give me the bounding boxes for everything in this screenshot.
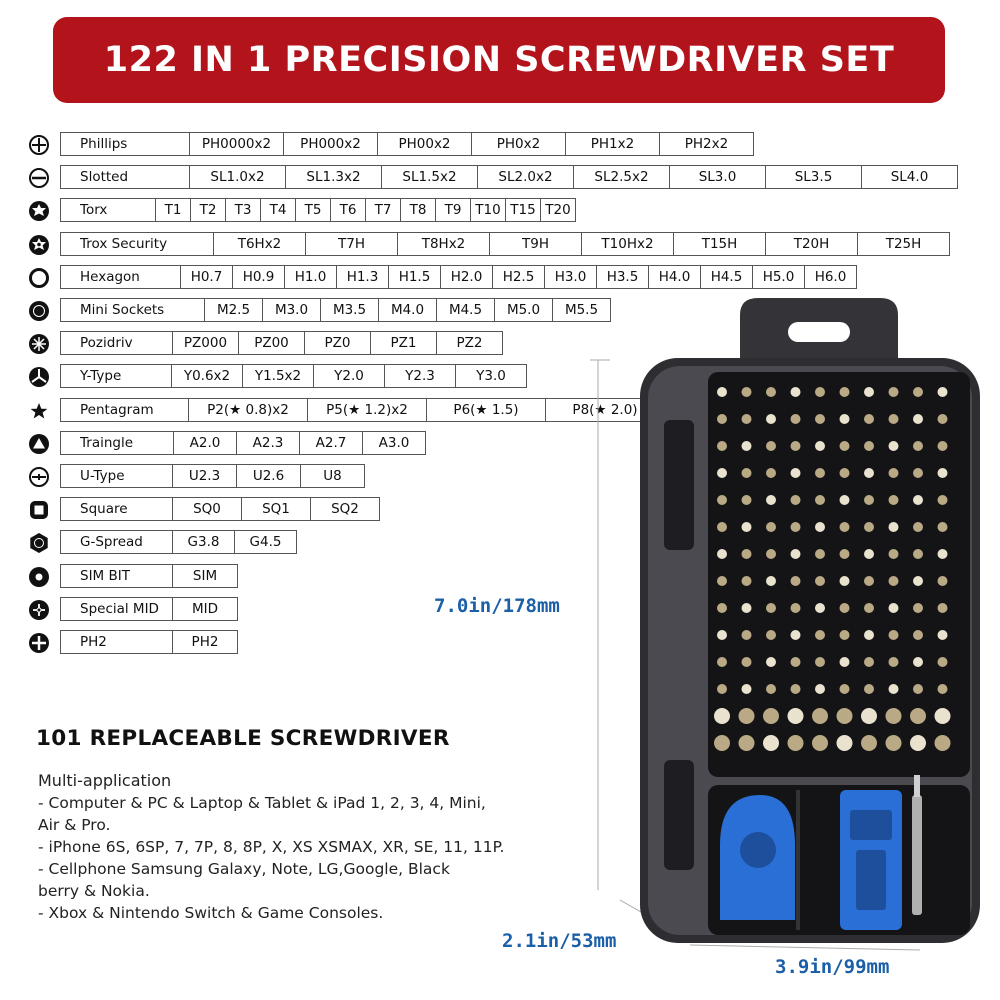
bit-slot	[791, 495, 801, 505]
bit-type-name: Torx	[60, 198, 156, 222]
bit-slot	[714, 708, 730, 724]
bit-slot	[766, 630, 776, 640]
bit-slot	[889, 576, 899, 586]
bit-slot	[742, 387, 752, 397]
bit-size-cell: H5.0	[752, 265, 805, 289]
u-type-icon	[28, 466, 50, 488]
bit-slot	[864, 522, 874, 532]
bit-slot	[766, 468, 776, 478]
bit-size-cell: H1.0	[284, 265, 337, 289]
bit-size-cell: T4	[260, 198, 296, 222]
bit-slot	[840, 657, 850, 667]
bit-size-cell: A2.3	[236, 431, 300, 455]
bit-slot	[886, 735, 902, 751]
bit-size-cells	[60, 597, 238, 621]
bit-slot	[717, 522, 727, 532]
bit-slot	[861, 708, 877, 724]
bit-size-cell: M2.5	[204, 298, 263, 322]
bit-size-cell: Y1.5x2	[242, 364, 314, 388]
bit-size-cells	[60, 265, 857, 289]
bit-slot	[889, 414, 899, 424]
bit-size-cell: A2.0	[173, 431, 237, 455]
bit-slot	[717, 630, 727, 640]
bit-slot	[938, 414, 948, 424]
bit-size-cell: M5.0	[494, 298, 553, 322]
bit-slot	[742, 522, 752, 532]
bit-size-cell: A2.7	[299, 431, 363, 455]
bit-slot	[742, 576, 752, 586]
bit-slot	[815, 576, 825, 586]
bit-size-cell: SIM	[172, 564, 238, 588]
bit-size-cell: H3.0	[544, 265, 597, 289]
bit-size-cells	[60, 530, 297, 554]
bit-size-cell: T2	[190, 198, 226, 222]
bit-size-cell: H4.5	[700, 265, 753, 289]
bit-slot	[788, 708, 804, 724]
phillips-icon	[28, 134, 50, 156]
bit-slot	[742, 630, 752, 640]
bit-size-cell: PH000x2	[283, 132, 378, 156]
bit-slot	[788, 735, 804, 751]
bit-slot	[766, 657, 776, 667]
bit-size-cell: H1.3	[336, 265, 389, 289]
bit-slot	[913, 630, 923, 640]
bit-size-cell: P8(★ 2.0)	[545, 398, 665, 422]
bit-size-cell: U8	[300, 464, 365, 488]
bit-type-name: Pozidriv	[60, 331, 173, 355]
bit-size-cell: M5.5	[552, 298, 611, 322]
bit-slot	[766, 549, 776, 559]
bit-slot	[791, 441, 801, 451]
bit-slot	[889, 657, 899, 667]
bit-slot	[935, 708, 951, 724]
bit-slot	[815, 684, 825, 694]
bit-slot	[864, 630, 874, 640]
bit-slot	[864, 549, 874, 559]
bit-slot	[913, 576, 923, 586]
bit-slot	[938, 576, 948, 586]
bit-slot	[717, 441, 727, 451]
bit-size-cell: SQ0	[172, 497, 242, 521]
bit-type-name: Phillips	[60, 132, 190, 156]
bit-slot	[864, 495, 874, 505]
bit-slot	[840, 387, 850, 397]
bit-size-cell: U2.3	[172, 464, 237, 488]
bit-slot	[815, 549, 825, 559]
bit-slot	[766, 441, 776, 451]
bit-slot	[815, 495, 825, 505]
bit-size-cell: T5	[295, 198, 331, 222]
bit-slot	[889, 468, 899, 478]
bit-size-cell: PH0000x2	[189, 132, 284, 156]
bit-type-name: Y-Type	[60, 364, 172, 388]
bit-size-cells	[60, 464, 365, 488]
bit-slot	[935, 735, 951, 751]
bit-slot	[913, 495, 923, 505]
bit-slot	[840, 576, 850, 586]
application-item: Air & Pro.	[38, 816, 111, 834]
bit-slot	[837, 708, 853, 724]
bit-size-cell: Y2.3	[384, 364, 456, 388]
bit-slot	[840, 630, 850, 640]
bit-slot	[812, 708, 828, 724]
bit-size-cells	[60, 431, 426, 455]
bit-type-name: Pentagram	[60, 398, 189, 422]
bit-slot	[766, 576, 776, 586]
bit-size-cell: T20H	[765, 232, 858, 256]
bit-size-cell: PH2	[172, 630, 238, 654]
bit-size-cell: H2.5	[492, 265, 545, 289]
bit-type-name: Slotted	[60, 165, 190, 189]
application-item: - iPhone 6S, 6SP, 7, 7P, 8, 8P, X, XS XSMAX, XR, SE, 11, 11P.	[38, 838, 505, 856]
bit-size-cell: MID	[172, 597, 238, 621]
bit-slot	[742, 441, 752, 451]
bit-slot	[717, 549, 727, 559]
bit-slot	[913, 414, 923, 424]
page-title: 122 IN 1 PRECISION SCREWDRIVER SET	[103, 40, 895, 80]
bit-size-cells	[60, 398, 665, 422]
bit-slot	[717, 468, 727, 478]
bit-slot	[913, 657, 923, 667]
bit-slot	[889, 603, 899, 613]
ph2-icon	[28, 632, 50, 654]
bit-size-cells	[60, 198, 576, 222]
bit-slot	[791, 657, 801, 667]
bit-slot	[766, 603, 776, 613]
bit-slot	[938, 495, 948, 505]
bit-slot	[840, 495, 850, 505]
bit-type-name: U-Type	[60, 464, 173, 488]
bit-size-cell: SL1.3x2	[285, 165, 382, 189]
bit-type-name: Special MID	[60, 597, 173, 621]
bit-slot	[763, 735, 779, 751]
bit-slot	[815, 630, 825, 640]
bit-slot	[791, 414, 801, 424]
bit-slot	[717, 576, 727, 586]
bit-size-cell: T9	[435, 198, 471, 222]
bit-size-cell: PZ00	[238, 331, 305, 355]
bit-size-cell: T8	[400, 198, 436, 222]
bit-slot	[717, 684, 727, 694]
bit-slot	[938, 603, 948, 613]
bit-size-cell: SL3.0	[669, 165, 766, 189]
bit-slot	[791, 603, 801, 613]
bit-slot	[913, 603, 923, 613]
bit-slot	[791, 630, 801, 640]
bit-size-cell: PZ1	[370, 331, 437, 355]
bit-size-cell: A3.0	[362, 431, 426, 455]
bit-size-cell: T25H	[857, 232, 950, 256]
bit-size-cell: T7	[365, 198, 401, 222]
bit-size-cells	[60, 232, 950, 256]
bit-size-cell: PZ2	[436, 331, 503, 355]
bit-size-cell: T15H	[673, 232, 766, 256]
bit-size-cell: M4.0	[378, 298, 437, 322]
bit-slot	[889, 549, 899, 559]
application-item: - Cellphone Samsung Galaxy, Note, LG,Google, Black	[38, 860, 450, 878]
depth-dimension: 2.1in/53mm	[502, 930, 617, 952]
bit-type-name: G-Spread	[60, 530, 173, 554]
bit-slot	[938, 387, 948, 397]
bit-slot	[815, 414, 825, 424]
bit-slot	[913, 549, 923, 559]
pentagram-icon	[28, 400, 50, 422]
bit-slot	[766, 414, 776, 424]
y-type-icon	[28, 366, 50, 388]
bit-size-cells	[60, 331, 503, 355]
bit-slot	[717, 603, 727, 613]
bit-slot	[717, 414, 727, 424]
bit-slot	[791, 549, 801, 559]
screwdriver-case-image	[590, 290, 990, 980]
bit-size-cell: PZ000	[172, 331, 239, 355]
bit-slot	[717, 387, 727, 397]
bit-size-cell: M3.5	[320, 298, 379, 322]
bit-slot	[791, 522, 801, 532]
bit-slot	[886, 708, 902, 724]
bit-size-cell: M4.5	[436, 298, 495, 322]
bit-size-cells	[60, 298, 611, 322]
bit-slot	[864, 657, 874, 667]
slotted-icon	[28, 167, 50, 189]
bit-slot	[889, 495, 899, 505]
bit-slot	[742, 657, 752, 667]
bit-slot	[739, 708, 755, 724]
application-item: - Computer & PC & Laptop & Tablet & iPad 1, 2, 3, 4, Mini,	[38, 794, 486, 812]
bit-slot	[840, 468, 850, 478]
bit-slot	[742, 468, 752, 478]
bit-slot	[910, 735, 926, 751]
bit-size-cell: SL2.0x2	[477, 165, 574, 189]
sim-bit-icon	[28, 566, 50, 588]
bit-size-cell: T6Hx2	[213, 232, 306, 256]
application-list	[38, 770, 598, 924]
bit-type-name: Mini Sockets	[60, 298, 205, 322]
bit-slot	[742, 549, 752, 559]
bit-size-cell: SL4.0	[861, 165, 958, 189]
bit-size-cell: T15	[505, 198, 541, 222]
bit-slot	[864, 441, 874, 451]
bit-size-cell: SQ2	[310, 497, 380, 521]
bit-slot	[938, 468, 948, 478]
torx-security-icon	[28, 234, 50, 256]
bit-slot	[837, 735, 853, 751]
pozidriv-icon	[28, 333, 50, 355]
bit-slot	[815, 522, 825, 532]
bit-slot	[815, 441, 825, 451]
bit-slot	[791, 387, 801, 397]
bit-size-cell: SL1.5x2	[381, 165, 478, 189]
bit-size-cell: H2.0	[440, 265, 493, 289]
bit-slot	[889, 684, 899, 694]
bit-slot	[739, 735, 755, 751]
bit-slot	[889, 522, 899, 532]
bit-type-name: SIM BIT	[60, 564, 173, 588]
g-spread-icon	[28, 532, 50, 554]
bit-slot	[840, 414, 850, 424]
torx-icon	[28, 200, 50, 222]
hexagon-icon	[28, 267, 50, 289]
bit-slot	[864, 387, 874, 397]
bit-type-name: Traingle	[60, 431, 174, 455]
bit-slot	[889, 630, 899, 640]
bit-slot	[840, 549, 850, 559]
bit-size-cell: Y0.6x2	[171, 364, 243, 388]
bit-slot	[742, 414, 752, 424]
bit-size-cell: H4.0	[648, 265, 701, 289]
bit-slot	[766, 387, 776, 397]
bit-slot	[913, 684, 923, 694]
bit-slot	[840, 441, 850, 451]
bit-size-cell: P5(★ 1.2)x2	[307, 398, 427, 422]
bit-slot	[864, 576, 874, 586]
bit-slot	[766, 495, 776, 505]
bit-size-cell: H0.9	[232, 265, 285, 289]
bit-slot	[913, 387, 923, 397]
bit-size-cell: SQ1	[241, 497, 311, 521]
bit-slot	[815, 468, 825, 478]
bit-slot	[938, 441, 948, 451]
bit-size-cell: PZ0	[304, 331, 371, 355]
bit-type-name: Square	[60, 497, 173, 521]
bit-slot	[861, 735, 877, 751]
bit-size-cell: M3.0	[262, 298, 321, 322]
bit-slot	[742, 684, 752, 694]
bit-slot	[840, 603, 850, 613]
bit-size-cell: H1.5	[388, 265, 441, 289]
bit-size-cell: PH00x2	[377, 132, 472, 156]
bit-size-cell: T8Hx2	[397, 232, 490, 256]
bit-slot	[889, 441, 899, 451]
bit-slot	[791, 684, 801, 694]
bit-size-cell: T10Hx2	[581, 232, 674, 256]
bit-slot	[938, 684, 948, 694]
bit-slot	[864, 414, 874, 424]
application-item: berry & Nokia.	[38, 882, 150, 900]
bit-slot	[717, 657, 727, 667]
bit-type-name: Trox Security	[60, 232, 214, 256]
bit-size-cell: Y3.0	[455, 364, 527, 388]
bit-slot	[913, 441, 923, 451]
bit-slot	[815, 657, 825, 667]
bit-slot	[840, 522, 850, 532]
bit-size-cells	[60, 564, 238, 588]
bit-type-name: PH2	[60, 630, 173, 654]
bit-size-cells	[60, 497, 380, 521]
square-icon	[28, 499, 50, 521]
bit-size-cells	[60, 630, 238, 654]
width-dimension: 3.9in/99mm	[775, 956, 890, 978]
bit-size-cell: Y2.0	[313, 364, 385, 388]
bit-size-cell: SL3.5	[765, 165, 862, 189]
bit-size-cells	[60, 364, 527, 388]
bit-size-cell: T7H	[305, 232, 398, 256]
bit-slot	[913, 468, 923, 478]
bit-slot	[938, 657, 948, 667]
special-mid-icon	[28, 599, 50, 621]
bit-slot	[791, 576, 801, 586]
bit-slot	[766, 684, 776, 694]
bit-size-cell: U2.6	[236, 464, 301, 488]
bit-size-cell: H0.7	[180, 265, 233, 289]
bit-slot	[938, 549, 948, 559]
bit-slot	[714, 735, 730, 751]
mini-socket-icon	[28, 300, 50, 322]
bit-size-cell: SL1.0x2	[189, 165, 286, 189]
bit-size-cell: PH1x2	[565, 132, 660, 156]
bit-slot	[913, 522, 923, 532]
bit-size-cell: SL2.5x2	[573, 165, 670, 189]
bit-size-cell: PH0x2	[471, 132, 566, 156]
bit-size-cell: H3.5	[596, 265, 649, 289]
application-item: - Xbox & Nintendo Switch & Game Consoles.	[38, 904, 384, 922]
bit-slot	[815, 603, 825, 613]
bit-slot	[791, 468, 801, 478]
bit-slot	[910, 708, 926, 724]
bit-slot	[717, 495, 727, 505]
bit-size-cell: T20	[540, 198, 576, 222]
bit-slot	[763, 708, 779, 724]
bit-slot	[840, 684, 850, 694]
bit-slot	[938, 522, 948, 532]
triangle-icon	[28, 433, 50, 455]
bit-slot	[766, 522, 776, 532]
bit-slot	[864, 684, 874, 694]
bit-slot	[812, 735, 828, 751]
bit-size-cell: T9H	[489, 232, 582, 256]
bit-size-cell: T3	[225, 198, 261, 222]
bit-type-name: Hexagon	[60, 265, 181, 289]
bit-size-cell: T6	[330, 198, 366, 222]
bit-slot	[889, 387, 899, 397]
bit-slot	[938, 630, 948, 640]
bit-size-cells	[60, 132, 754, 156]
bit-size-cell: P6(★ 1.5)	[426, 398, 546, 422]
bit-slot	[742, 603, 752, 613]
bit-slot	[815, 387, 825, 397]
bit-size-cells	[60, 165, 958, 189]
bit-size-cell: H6.0	[804, 265, 857, 289]
bit-size-cell: T1	[155, 198, 191, 222]
bit-size-cell: G4.5	[234, 530, 297, 554]
bit-size-cell: PH2x2	[659, 132, 754, 156]
bit-slot	[864, 603, 874, 613]
height-dimension: 7.0in/178mm	[434, 595, 560, 617]
bit-slot	[742, 495, 752, 505]
bit-slot	[864, 468, 874, 478]
bit-size-cell: T10	[470, 198, 506, 222]
bit-size-cell: G3.8	[172, 530, 235, 554]
bit-size-cell: P2(★ 0.8)x2	[188, 398, 308, 422]
section-heading: 101 REPLACEABLE SCREWDRIVER	[36, 726, 450, 751]
application-title: Multi-application	[38, 771, 172, 790]
